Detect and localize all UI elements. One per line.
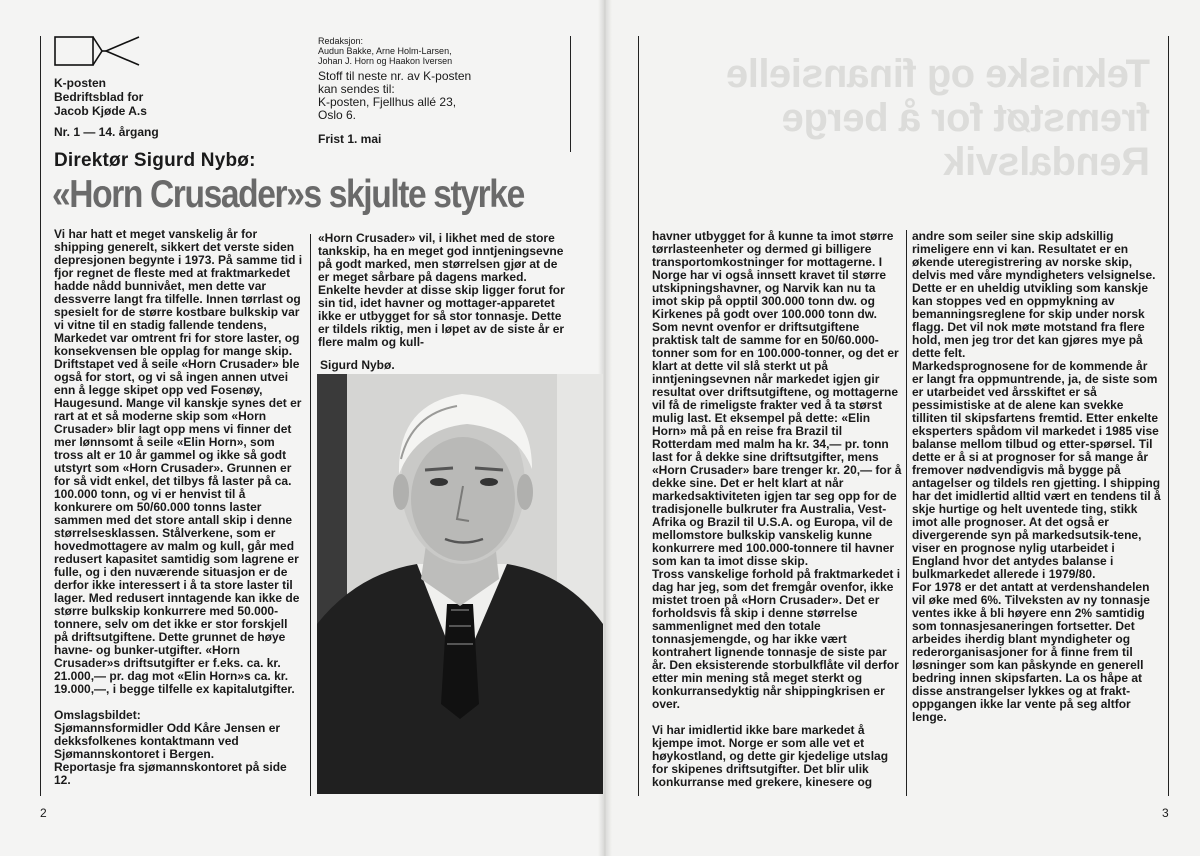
article-paragraph: havner utbygget for å kunne ta imot større tørrlasteenheter og dermed gi billigere transportomkostninger for mottagerne. I Norge har vi også innsett kravet til større utskipningshavner, og Narvik kan nu ta imot skip på opptil 300.000 tonn dw. og Kirkenes på godt over 100.000 tonn dw. [652, 229, 894, 321]
masthead-line: K-posten [54, 76, 106, 90]
bleed-through-line: Rendalsvik [943, 140, 1150, 184]
right-outer-rule-right [1168, 36, 1169, 796]
cover-caption-text: Reportasje fra sjømannskontoret på side 12. [54, 760, 287, 787]
cover-caption-title: Omslagsbildet: [54, 708, 141, 722]
cover-caption-text: Sjømannsformidler Odd Kåre Jensen er dekksfolkenes kontaktmann ved Sjømannskontoret i Bergen. [54, 721, 281, 761]
editorial-line: Audun Bakke, Arne Holm-Larsen, [318, 46, 452, 56]
issue-number: Nr. 1 — 14. årgang [54, 125, 159, 139]
cover-caption [54, 709, 304, 787]
bleed-through-line: Tekniske og finansielle [726, 52, 1150, 96]
editorial-line: Redaksjon: [318, 36, 364, 46]
page-number-right: 3 [1162, 806, 1169, 820]
article-paragraph: Markedsprognosene for de kommende år er langt fra oppmuntrende, ja, de siste som er utarbeidet ved årsskiftet er så pessimistiske at de alene kan svekke tilliten til skipsfartens fremtid. Etter enkelte eksperters spådom vil markedet i 1985 vise balanse mellom tilbud og etter-spørsel. Til dette er å si at prognoser for så mange år fremover nødvendigvis må bygge på antagelser og tildels ren gjetting. I shipping har det imidlertid alltid vært en tendens til å skje hurtige og helt uventede ting, stikk imot alle prognoser. At det også er divergerende syn på markedsutsik-tene, viser en prognose nylig utarbeidet i England hvor det antydes balanse i bulkmarkedet allerede i 1979/80. [912, 359, 1161, 581]
submission-line: Stoff til neste nr. av K-posten [318, 69, 472, 83]
submission-info [318, 70, 518, 122]
portrait-photo [317, 374, 603, 794]
article-paragraph: Tross vanskelige forhold på fraktmarkedet i dag har jeg, som det fremgår ovenfor, ikke mistet troen på «Horn Crusader». Det er forholdsvis få skip i denne størrelse sammenlignet med den totale tonnasjemengde, og har ikke vært kontrahert lignende tonnasje de siste par år. Den eksisterende storbulkflåte vil derfor etter min mening stå meget sterkt og konkurransedyktig når shippingkrisen er over. [652, 567, 901, 711]
article-column-3 [652, 230, 902, 789]
article-paragraph: Vi har imidlertid ikke bare markedet å kjempe imot. Norge er som alle vet et høykostland, og dette gir kjedelige utslag for skipenes driftsutgifter. Det blir ulik konkurranse med grekere, kinesere og [652, 723, 889, 789]
right-col-rule [906, 230, 907, 796]
submission-line: K-posten, Fjellhus allé 23, [318, 95, 457, 109]
right-outer-rule-left [638, 36, 639, 796]
photo-caption: Sigurd Nybø. [320, 358, 395, 372]
article-paragraph: andre som seiler sine skip adskillig rimeligere enn vi kan. Resultatet er en økende uteregistrering av norske skip, delvis med våre myndigheters velsignelse. Dette er en uheldig utvikling som kanskje kan stoppes ved en oppmykning av bemanningsreglene for skip under norsk flagg. Det vil nok møte motstand fra flere hold, men jeg tror det kan gjøres mye på dette felt. [912, 229, 1156, 360]
bleed-through-heading [700, 52, 1150, 184]
article-paragraph: For 1978 er det antatt at verdenshandelen vil øke med 6%. Tilveksten av ny tonnasje ventes ikke å bli høyere enn 2% samtidig som tonnasjesaneringen fortsetter. Det arbeides iherdig blant myndigheter og rederorganisasjoner for å finne frem til løsninger som kan påskynde en generell bedring innen skipsfarten. La os håpe at disse anstrangelser lykkes og at frakt-oppgangen ikke lar vente på seg altfor lenge. [912, 580, 1150, 724]
article-paragraph: Vi har hatt et meget vanskelig år for shipping generelt, sikkert det verste siden depresjonen begynte i 1973. På samme tid i fjor regnet de fleste med at fraktmarkedet hadde nådd bunnivået, men dette var dessverre langt fra tilfelle. Innen tørrlast og spesielt for de større kostbare bulkskip var vi vitne til en stadig fallende tendens, Markedet var omtrent fri for store laster, og konsekvensen ble opplag for mange skip. Driftstapet ved å seile «Horn Crusader» ble også for stort, og vi så ingen annen utvei enn å legge skipet opp ved Fosenøy, Haugesund. Mange vil kanskje synes det er rart at et så moderne skip som «Horn Crusader» blir lagt opp mens vi finner det mer lønnsomt å seile «Elin Horn», som tross alt er 10 år gammel og ikke så godt utstyrt som «Horn Crusader». Grunnen er for så vidt enkel, det tilbys få laster på ca. 100.000 tonn, og vi er henvist til å konkurere om 50/60.000 tonns laster sammen med det store antall skip i denne størrelsesklassen. Stålverkene, som er hovedmottagere av malm og kull, går med redusert kapasitet samtidig som lagrene er fulle, og i den nuværende situasjon er de derfor ikke interessert i å ta store laster til lager. Med redusert inntagende kan ikke de større bulkskip konkurrere med 50.000-tonnere, selv om det ikke er stor forskjell på driftsutgiftene. Dette grunnet de høye havne- og bunker-utgifter. «Horn Crusader»s driftsutgifter er f.eks. ca. kr. 21.000,— pr. dag mot «Elin Horn»s ca. kr. 19.000,—, i begge tilfelle ex kapitalutgifter. [54, 227, 303, 696]
bleed-through-line: fremstøt for å berge [782, 96, 1150, 140]
masthead-line: Jacob Kjøde A.s [54, 104, 147, 118]
article-column-4 [912, 230, 1162, 724]
article-kicker: Direktør Sigurd Nybø: [54, 150, 256, 171]
article-paragraph: Som nevnt ovenfor er driftsutgiftene praktisk talt de samme for en 50/60.000-tonner som for en 100.000-tonner, og det er klart at dette vil slå sterkt ut på inntjeningsevnen når markedet igjen gir resultat over driftsutgiftene, og mottagerne vil få de rimeligste frakter ved å ta størst mulig last. Et eksempel på dette: «Elin Horn» må på en reise fra Brazil til Rotterdam med malm ha kr. 34,— pr. tonn last for å dekke sine driftsutgifter, mens «Horn Crusader» bare trenger kr. 20,— for å dekke sine. Det er helt klart at når markedsaktiviteten igjen tar seg opp for de tradisjonelle bulkruter fra Australia, Vest-Afrika og Brazil til U.S.A. og Europa, vil de mellomstore bulkskip vanskelig kunne konkurrere med 100.000-tonnere til havner som kan ta imot disse skip. [652, 320, 902, 568]
page-number-left: 2 [40, 806, 47, 820]
deadline: Frist 1. mai [318, 132, 382, 146]
article-column-2 [318, 232, 568, 349]
portrait-illustration [317, 374, 603, 794]
k-posten-logo [54, 36, 140, 66]
masthead [54, 76, 147, 118]
editorial-line: Johan J. Horn og Haakon Iversen [318, 56, 453, 66]
masthead-rule [570, 36, 571, 152]
left-outer-rule [40, 36, 41, 796]
article-headline: «Horn Crusader»s skjulte styrke [52, 173, 524, 216]
article-column-1 [54, 228, 304, 787]
submission-line: Oslo 6. [318, 108, 357, 122]
submission-line: kan sendes til: [318, 82, 395, 96]
left-col-rule [310, 234, 311, 796]
editorial-staff [318, 36, 452, 66]
masthead-line: Bedriftsblad for [54, 90, 144, 104]
article-paragraph: «Horn Crusader» vil, i likhet med de store tankskip, ha en meget god inntjeningsevne på godt marked, men størrelsen gjør at de er meget sårbare på dagens marked. Enkelte hevder at disse skip ligger forut for sin tid, idet havner og mottager-apparetet ikke er utbygget for så stor tonnasje. Dette er tildels riktig, men i løpet av de siste år er flere malm og kull- [318, 231, 565, 349]
